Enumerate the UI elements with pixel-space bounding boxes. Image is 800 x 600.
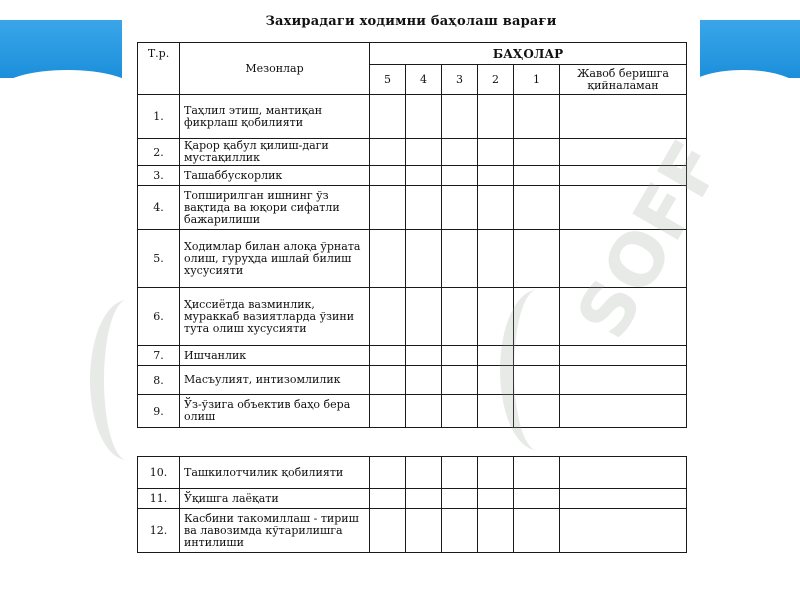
header-number: Т.р. xyxy=(138,43,180,95)
criterion-label: Таҳлил этиш, мантиқан фикрлаш қобилияти xyxy=(180,95,370,139)
header-grade-3: 3 xyxy=(442,65,478,95)
grade-2-cell[interactable] xyxy=(478,395,514,428)
grade-1-cell[interactable] xyxy=(514,346,560,366)
grade-1-cell[interactable] xyxy=(514,139,560,166)
criterion-label: Ўқишга лаёқати xyxy=(180,489,370,509)
grade-2-cell[interactable] xyxy=(478,95,514,139)
table-row xyxy=(138,346,687,366)
grade-4-cell[interactable] xyxy=(406,166,442,186)
grade-1-cell[interactable] xyxy=(514,166,560,186)
table-row xyxy=(138,95,687,139)
criterion-label: Ходимлар билан алоқа ўрната олиш, гуруҳда ишлай билиш хусусияти xyxy=(180,230,370,288)
table-row xyxy=(138,366,687,395)
table-row xyxy=(138,509,687,553)
difficult-cell[interactable] xyxy=(560,346,687,366)
criterion-label: Ҳиссиётда вазминлик, мураккаб вазиятларда ўзини тута олиш хусусияти xyxy=(180,288,370,346)
grade-5-cell[interactable] xyxy=(370,288,406,346)
difficult-cell[interactable] xyxy=(560,366,687,395)
table-row xyxy=(138,489,687,509)
left-blue-banner xyxy=(0,20,135,78)
difficult-cell[interactable] xyxy=(560,457,687,489)
grade-2-cell[interactable] xyxy=(478,288,514,346)
grade-2-cell[interactable] xyxy=(478,139,514,166)
grade-4-cell[interactable] xyxy=(406,489,442,509)
row-number: 8. xyxy=(138,366,180,395)
grade-3-cell[interactable] xyxy=(442,288,478,346)
grade-4-cell[interactable] xyxy=(406,346,442,366)
table-row xyxy=(138,166,687,186)
watermark-text: SOFF xyxy=(560,126,739,352)
header-grade-1: 1 xyxy=(514,65,560,95)
row-number: 2. xyxy=(138,139,180,166)
grade-2-cell[interactable] xyxy=(478,186,514,230)
table-row xyxy=(138,230,687,288)
criterion-label: Топширилган ишнинг ўз вақтида ва юқори сифатли бажарилиши xyxy=(180,186,370,230)
grade-2-cell[interactable] xyxy=(478,509,514,553)
grade-3-cell[interactable] xyxy=(442,509,478,553)
row-number: 6. xyxy=(138,288,180,346)
grade-2-cell[interactable] xyxy=(478,346,514,366)
row-number: 7. xyxy=(138,346,180,366)
grade-2-cell[interactable] xyxy=(478,166,514,186)
row-number: 11. xyxy=(138,489,180,509)
difficult-cell[interactable] xyxy=(560,395,687,428)
row-number: 12. xyxy=(138,509,180,553)
grade-1-cell[interactable] xyxy=(514,186,560,230)
grade-1-cell[interactable] xyxy=(514,95,560,139)
grade-3-cell[interactable] xyxy=(442,346,478,366)
grade-3-cell[interactable] xyxy=(442,457,478,489)
grade-1-cell[interactable] xyxy=(514,509,560,553)
grade-5-cell[interactable] xyxy=(370,346,406,366)
grade-5-cell[interactable] xyxy=(370,139,406,166)
grade-1-cell[interactable] xyxy=(514,457,560,489)
evaluation-table-continued xyxy=(137,456,687,553)
header-criteria: Мезонлар xyxy=(180,43,370,95)
difficult-cell[interactable] xyxy=(560,230,687,288)
grade-4-cell[interactable] xyxy=(406,288,442,346)
grade-5-cell[interactable] xyxy=(370,395,406,428)
grade-5-cell[interactable] xyxy=(370,366,406,395)
criterion-label: Касбини такомиллаш - тириш ва лавозимда кўтарилишга интилиши xyxy=(180,509,370,553)
grade-3-cell[interactable] xyxy=(442,489,478,509)
header-grades-group: БАҲОЛАР xyxy=(370,43,687,65)
table-row xyxy=(138,457,687,489)
grade-5-cell[interactable] xyxy=(370,230,406,288)
row-number: 10. xyxy=(138,457,180,489)
row-number: 1. xyxy=(138,95,180,139)
criterion-label: Ўз-ўзига объектив баҳо бера олиш xyxy=(180,395,370,428)
criterion-label: Ишчанлик xyxy=(180,346,370,366)
difficult-cell[interactable] xyxy=(560,489,687,509)
criterion-label: Масъулият, интизомлилик xyxy=(180,366,370,395)
grade-3-cell[interactable] xyxy=(442,366,478,395)
header-grade-4: 4 xyxy=(406,65,442,95)
page-title: Захирадаги ходимни баҳолаш варағи xyxy=(265,14,557,29)
grade-3-cell[interactable] xyxy=(442,230,478,288)
grade-3-cell[interactable] xyxy=(442,395,478,428)
grade-3-cell[interactable] xyxy=(442,166,478,186)
grade-1-cell[interactable] xyxy=(514,366,560,395)
grade-4-cell[interactable] xyxy=(406,509,442,553)
criterion-label: Қарор қабул қилиш-даги мустақиллик xyxy=(180,139,370,166)
grade-1-cell[interactable] xyxy=(514,230,560,288)
difficult-cell[interactable] xyxy=(560,166,687,186)
grade-3-cell[interactable] xyxy=(442,95,478,139)
difficult-cell[interactable] xyxy=(560,288,687,346)
row-number: 5. xyxy=(138,230,180,288)
grade-4-cell[interactable] xyxy=(406,186,442,230)
difficult-cell[interactable] xyxy=(560,186,687,230)
grade-5-cell[interactable] xyxy=(370,489,406,509)
row-number: 4. xyxy=(138,186,180,230)
grade-5-cell[interactable] xyxy=(370,95,406,139)
difficult-cell[interactable] xyxy=(560,139,687,166)
row-number: 9. xyxy=(138,395,180,428)
header-difficult: Жавоб беришга қийналаман xyxy=(560,65,687,95)
difficult-cell[interactable] xyxy=(560,509,687,553)
table-row xyxy=(138,288,687,346)
table-row xyxy=(138,139,687,166)
row-number: 3. xyxy=(138,166,180,186)
criterion-label: Ташаббускорлик xyxy=(180,166,370,186)
grade-1-cell[interactable] xyxy=(514,395,560,428)
grade-5-cell[interactable] xyxy=(370,186,406,230)
grade-1-cell[interactable] xyxy=(514,288,560,346)
grade-5-cell[interactable] xyxy=(370,457,406,489)
grade-1-cell[interactable] xyxy=(514,489,560,509)
criterion-label: Ташкилотчилик қобилияти xyxy=(180,457,370,489)
grade-2-cell[interactable] xyxy=(478,457,514,489)
right-blue-banner xyxy=(686,20,800,78)
grade-4-cell[interactable] xyxy=(406,457,442,489)
grade-4-cell[interactable] xyxy=(406,395,442,428)
grade-2-cell[interactable] xyxy=(478,230,514,288)
grade-4-cell[interactable] xyxy=(406,139,442,166)
grade-2-cell[interactable] xyxy=(478,366,514,395)
grade-3-cell[interactable] xyxy=(442,186,478,230)
table-row xyxy=(138,395,687,428)
grade-4-cell[interactable] xyxy=(406,366,442,395)
header-grade-2: 2 xyxy=(478,65,514,95)
evaluation-table xyxy=(137,42,687,428)
difficult-cell[interactable] xyxy=(560,95,687,139)
grade-5-cell[interactable] xyxy=(370,509,406,553)
grade-4-cell[interactable] xyxy=(406,230,442,288)
grade-3-cell[interactable] xyxy=(442,139,478,166)
grade-4-cell[interactable] xyxy=(406,95,442,139)
grade-2-cell[interactable] xyxy=(478,489,514,509)
grade-5-cell[interactable] xyxy=(370,166,406,186)
header-grade-5: 5 xyxy=(370,65,406,95)
table-row xyxy=(138,186,687,230)
